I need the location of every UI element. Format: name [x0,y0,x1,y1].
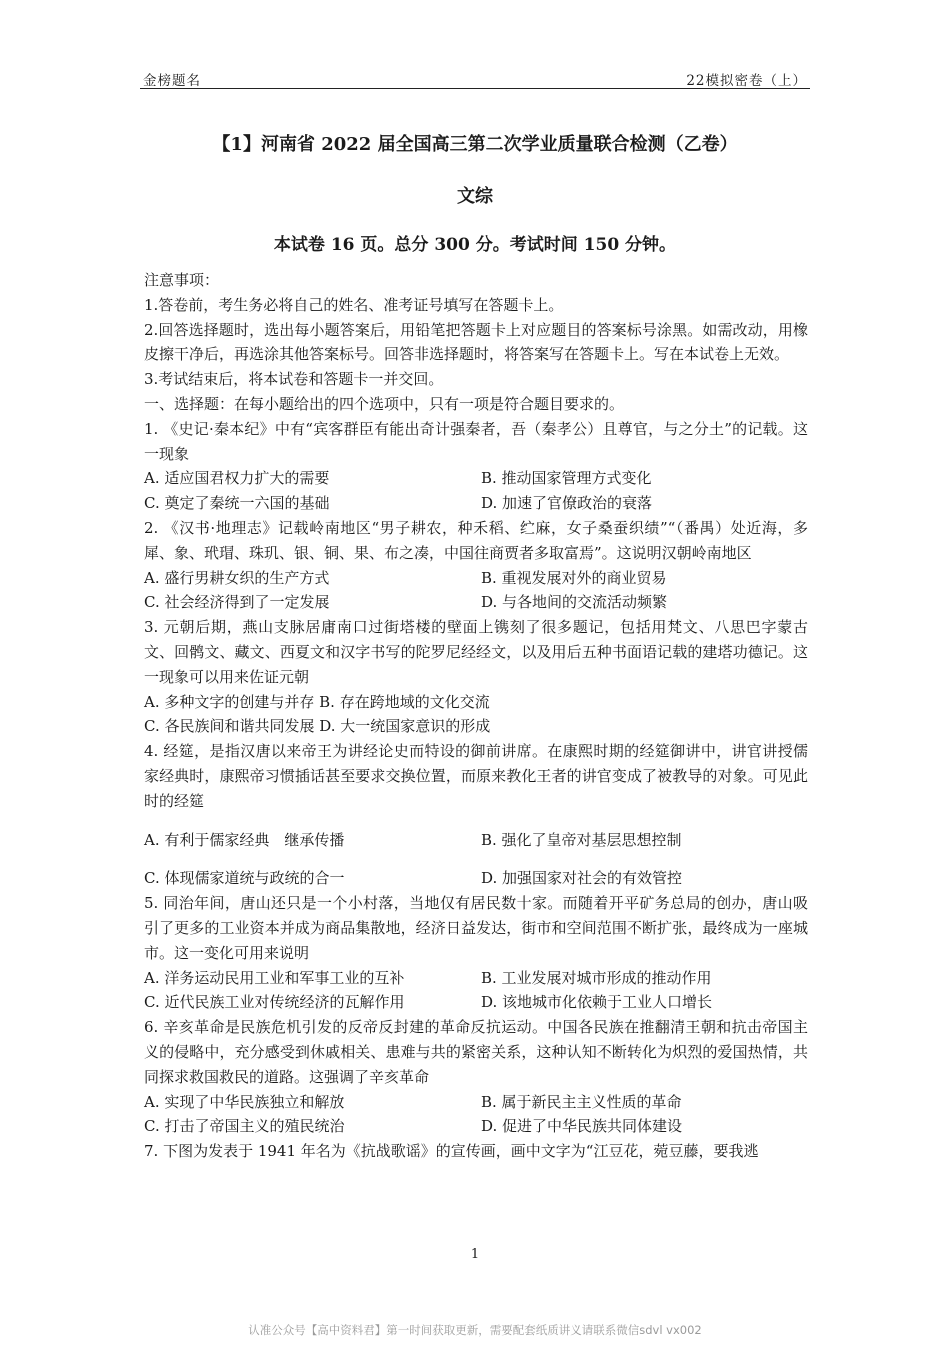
option-c: C. 体现儒家道统与政统的合一 [144,869,345,888]
question-7-stem: 7. 下图为发表于 1941 年名为《抗战歌谣》的宣传画，画中文字为“江豆花，菀豆藤，要我逃 [144,1142,759,1161]
question-1-stem: 1. 《史记·秦本纪》中有“宾客群臣有能出奇计强秦者，吾（秦孝公）且尊官，与之分土”的记载。这一现象 [144,419,808,463]
question-6-options-row [144,1090,808,1115]
header-divider [140,88,810,89]
question-2-options-row [144,590,808,615]
question-5-options-row [144,990,808,1015]
page-number: 1 [470,1247,480,1262]
question-2-stem: 2. 《汉书·地理志》记载岭南地区“男子耕农，种禾稻、纻麻，女子桑蚕织绩”“（番禺）处近海，多犀、象、玳瑁、珠玑、银、铜、果、布之凑，中国往商贾者多取富焉”。这说明汉朝岭南地区 [144,518,808,562]
exam-content [144,268,808,1164]
footer-watermark: 认准公众号【高中资料君】第一时间获取更新，需要配套纸质讲义请联系微信sdvl vx002 [248,1323,702,1337]
option-c: C. 打击了帝国主义的殖民统治 [144,1117,345,1136]
question-1-options-row [144,466,808,491]
note-item: 2.回答选择题时，选出每小题答案后，用铅笔把答题卡上对应题目的答案标号涂黑。如需改动，用橡皮擦干净后，再选涂其他答案标号。回答非选择题时，将答案写在答题卡上。写在本试卷上无效。 [144,320,808,364]
option-b: B. 工业发展对城市形成的推动作用 [481,968,712,987]
option-b: B. 推动国家管理方式变化 [481,469,652,488]
note-item: 1.答卷前，考生务必将自己的姓名、准考证号填写在答题卡上。 [144,295,564,314]
notes-heading: 注意事项： [144,271,220,289]
question-3-options-cd: C. 各民族间和谐共同发展 D. 大一统国家意识的形成 [144,717,491,736]
question-4-options-row [144,828,808,853]
option-d: D. 促进了中华民族共同体建设 [481,1117,683,1136]
question-6-stem: 6. 辛亥革命是民族危机引发的反帝反封建的革命反抗运动。中国各民族在推翻清王朝和抗击帝国主义的侵略中，充分感受到休戚相关、患难与共的紧密关系，这种认知不断转化为炽烈的爱国热情，共同探求救国救民的道路。这强调了辛亥革命 [144,1018,808,1086]
option-d: D. 加强国家对社会的有效管控 [481,869,683,888]
exam-info: 本试卷 16 页。总分 300 分。考试时间 150 分钟。 [273,235,677,255]
question-2-options-row [144,566,808,591]
header-left: 金榜题名 [143,73,201,89]
option-d: D. 加速了官僚政治的衰落 [481,494,653,513]
option-a: A. 盛行男耕女织的生产方式 [144,568,330,587]
question-3-stem: 3. 元朝后期，燕山支脉居庸南口过街塔楼的壁面上镌刻了很多题记，包括用梵文、八思巴字蒙古文、回鹘文、藏文、西夏文和汉字书写的陀罗尼经经文，以及用后五种书面语记载的建塔功德记。这一现象可以用来佐证元朝 [144,618,808,686]
question-3-options-ab: A. 多种文字的创建与并存 B. 存在跨地域的文化交流 [144,692,490,711]
option-d: D. 该地城市化依赖于工业人口增长 [481,993,713,1012]
note-item: 3.考试结束后，将本试卷和答题卡一并交回。 [144,370,444,389]
option-a: A. 有利于儒家经典 继承传播 [144,830,345,849]
question-6-options-row [144,1114,808,1139]
option-b: B. 重视发展对外的商业贸易 [481,568,667,587]
exam-subject: 文综 [457,186,493,207]
question-5-stem: 5. 同治年间，唐山还只是一个小村落，当地仅有居民数十家。而随着开平矿务总局的创办，唐山吸引了更多的工业资本并成为商品集散地，经济日益发达，街市和空间范围不断扩张，最终成为一座城市。这一变化可用来说明 [144,894,808,962]
question-4-options-row [144,866,808,891]
option-d: D. 与各地间的交流活动频繁 [481,593,668,612]
option-a: A. 适应国君权力扩大的需要 [144,469,330,488]
option-b: B. 属于新民主主义性质的革命 [481,1092,682,1111]
option-a: A. 实现了中华民族独立和解放 [144,1092,345,1111]
option-b: B. 强化了皇帝对基层思想控制 [481,830,682,849]
option-c: C. 近代民族工业对传统经济的瓦解作用 [144,993,405,1012]
option-c: C. 社会经济得到了一定发展 [144,593,330,612]
header-right: 22模拟密卷（上） [686,73,807,89]
question-4-stem: 4. 经筵，是指汉唐以来帝王为讲经论史而特设的御前讲席。在康熙时期的经筵御讲中，讲官讲授儒家经典时，康熙帝习惯插话甚至要求交换位置，而原来教化王者的讲官变成了被教导的对象。可见此时的经筵 [144,742,808,810]
question-1-options-row [144,491,808,516]
section-heading: 一、选择题：在每小题给出的四个选项中，只有一项是符合题目要求的。 [144,394,625,413]
exam-title: 【1】河南省 2022 届全国高三第二次学业质量联合检测（乙卷） [212,134,738,155]
question-5-options-row [144,966,808,991]
option-c: C. 奠定了秦统一六国的基础 [144,494,330,513]
option-a: A. 洋务运动民用工业和军事工业的互补 [144,968,405,987]
